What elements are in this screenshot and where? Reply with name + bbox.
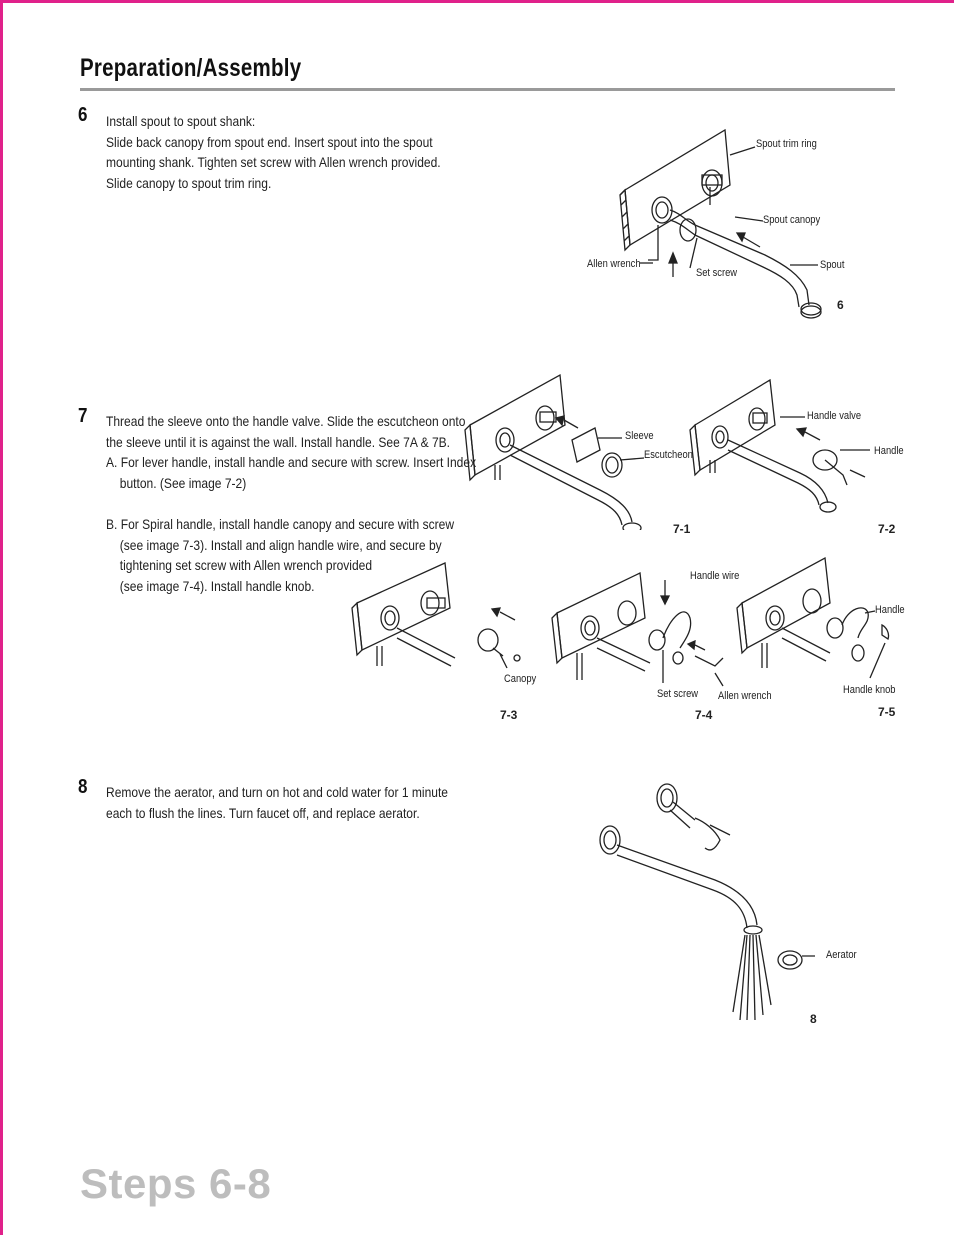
step-6-line: Slide back canopy from spout end. Insert spout into the spout	[106, 133, 433, 150]
step-7-number: 7	[78, 405, 88, 427]
step-8-text	[106, 782, 448, 823]
figure-6-label-allen-wrench: Allen wrench	[587, 258, 641, 270]
figure-7-3-number: 7-3	[500, 708, 518, 722]
footer-steps-title: Steps 6-8	[80, 1160, 272, 1207]
figure-7-4-number: 7-4	[695, 708, 713, 722]
figure-6-number: 6	[837, 298, 844, 312]
step-6-text	[106, 111, 441, 193]
figure-7-4-label-set-screw: Set screw	[657, 688, 699, 700]
step-6-line: Install spout to spout shank:	[106, 113, 256, 129]
page-border-left	[0, 0, 3, 1235]
page-border-top	[0, 0, 954, 3]
step-7-line: tightening set screw with Allen wrench provided	[119, 557, 373, 573]
step-7-line: (see image 7-3). Install and align handle wire, and secure by	[119, 536, 442, 553]
step-7-line: B. For Spiral handle, install handle canopy and secure with screw	[106, 516, 455, 532]
figure-7-2-label-handle: Handle	[874, 445, 904, 457]
figure-6-label-set-screw: Set screw	[696, 267, 738, 279]
figure-6-label-spout: Spout	[820, 259, 845, 271]
figure-7-4-label-handle-wire: Handle wire	[690, 570, 740, 582]
step-6-number: 6	[78, 104, 88, 126]
figure-8-label-aerator: Aerator	[826, 949, 857, 961]
figure-7-5-number: 7-5	[878, 705, 896, 719]
figure-7-3-label-canopy: Canopy	[504, 673, 537, 685]
figure-8-illustration	[585, 780, 815, 1030]
figure-6-illustration	[585, 125, 865, 325]
figure-6-label-spout-canopy: Spout canopy	[763, 214, 821, 226]
figure-7-4-illustration	[545, 568, 745, 698]
figure-7-2-illustration	[685, 375, 890, 520]
figure-7-1-number: 7-1	[673, 522, 691, 536]
step-6-line: mounting shank. Tighten set screw with Allen wrench provided.	[106, 154, 441, 170]
step-7-line: A. For lever handle, install handle and secure with screw. Insert Index	[106, 454, 477, 470]
figure-7-4-label-allen-wrench: Allen wrench	[718, 690, 772, 702]
step-8-line: Remove the aerator, and turn on hot and cold water for 1 minute	[106, 784, 449, 800]
figure-7-2-number: 7-2	[878, 522, 896, 536]
figure-7-5-label-handle: Handle	[875, 604, 905, 616]
figure-6-label-spout-trim-ring: Spout trim ring	[756, 138, 817, 150]
title-divider	[80, 88, 895, 91]
figure-7-1-label-escutcheon: Escutcheon	[644, 449, 693, 461]
page-title: Preparation/Assembly	[80, 54, 302, 82]
step-6-line: Slide canopy to spout trim ring.	[106, 174, 272, 191]
figure-7-5-illustration	[730, 553, 905, 693]
step-8-number: 8	[78, 776, 88, 798]
figure-7-1-label-sleeve: Sleeve	[625, 430, 654, 442]
step-7-line: (see image 7-4). Install handle knob.	[119, 577, 315, 594]
step-7-line: the sleeve until it is against the wall. Install handle. See 7A & 7B.	[106, 433, 451, 450]
step-7-line: button. (See image 7-2)	[119, 474, 247, 491]
figure-7-3-illustration	[345, 558, 530, 688]
figure-8-number: 8	[810, 1012, 817, 1026]
step-8-line: each to flush the lines. Turn faucet off, and replace aerator.	[106, 804, 420, 821]
figure-7-2-label-handle-valve: Handle valve	[807, 410, 862, 422]
step-7-line: Thread the sleeve onto the handle valve. Slide the escutcheon onto	[106, 413, 466, 429]
figure-7-5-label-handle-knob: Handle knob	[843, 684, 896, 696]
